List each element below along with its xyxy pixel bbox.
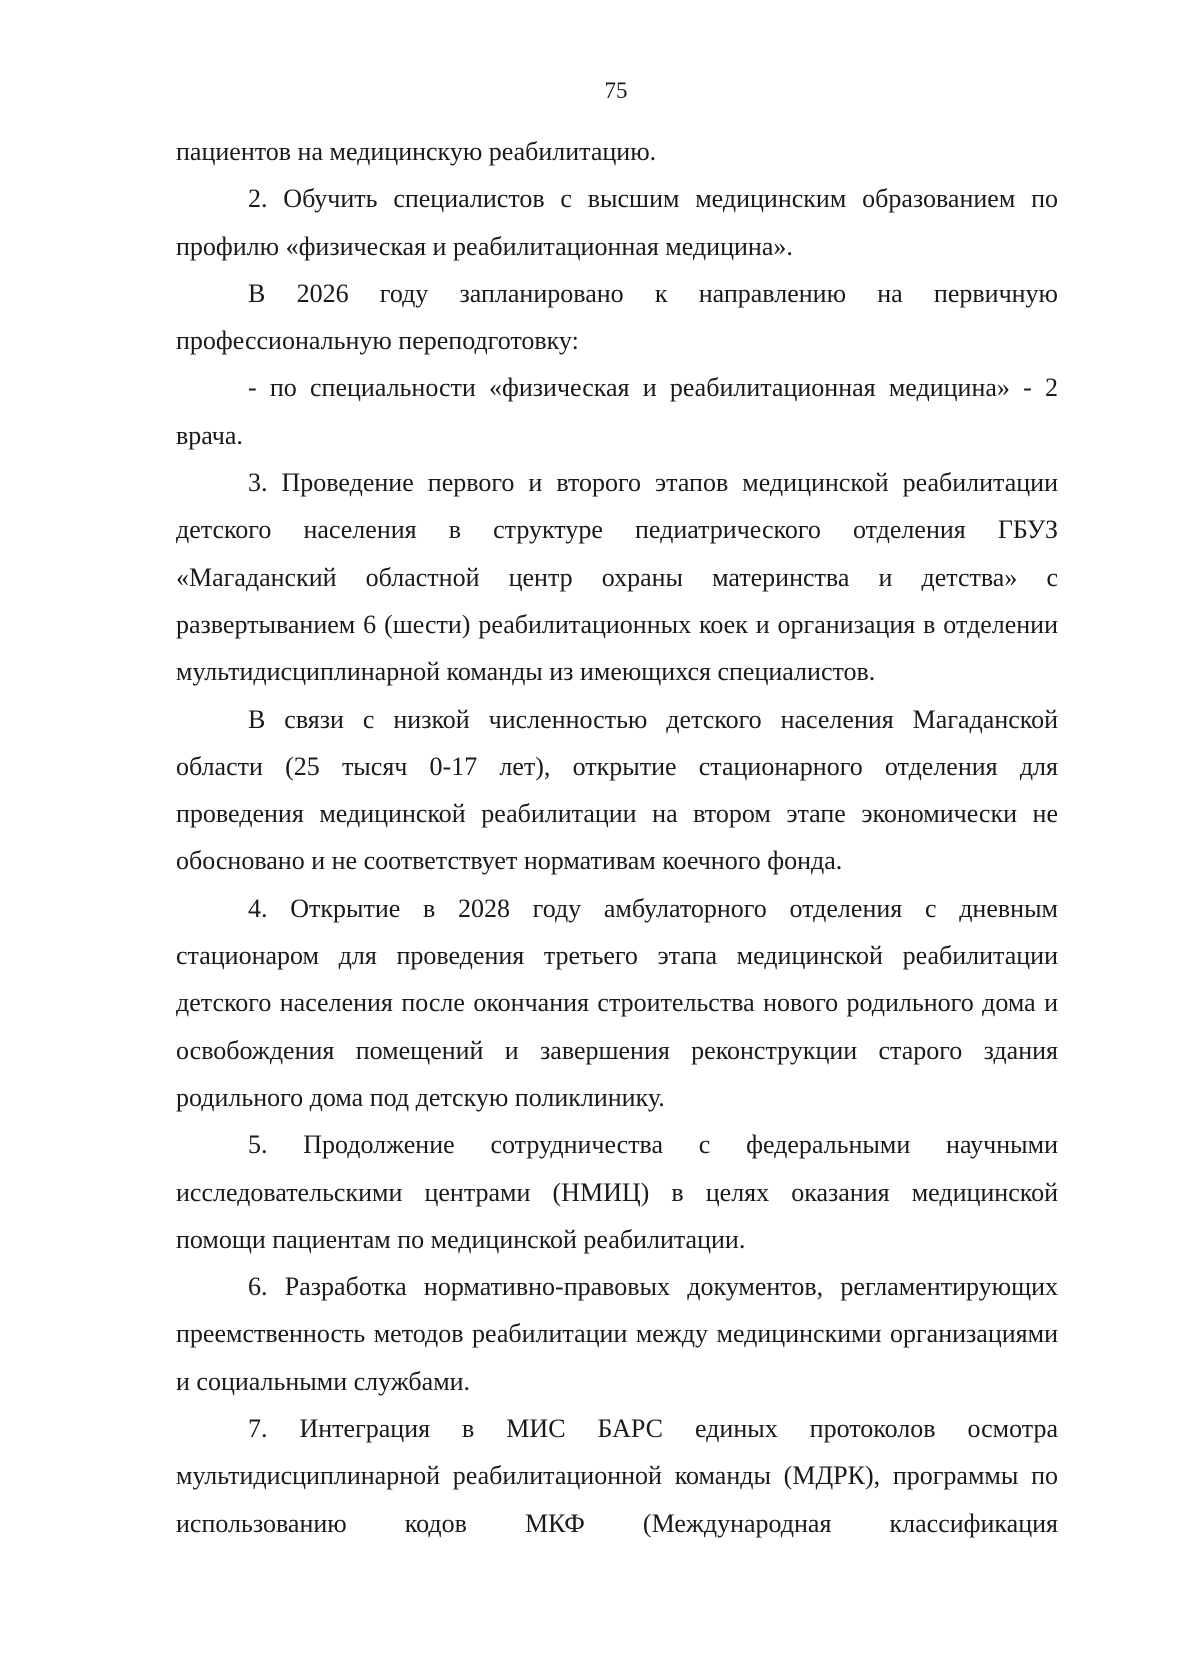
- paragraph-population-note: В связи с низкой численностью детского населения Магаданской области (25 тысяч 0-17 лет), открытие стационарного отделения для проведения медицинской реабилитации на втором этапе экономически не обосновано и не соответствует нормативам коечного фонда.: [176, 704, 1058, 876]
- page-number: 75: [604, 78, 628, 103]
- paragraph-retraining-2026: В 2026 году запланировано к направлению на первичную профессиональную переподготовку:: [176, 278, 1058, 356]
- paragraph-item-6: 6. Разработка нормативно-правовых документов, регламентирующих преемственность методов реабилитации между медицинскими организациями и социальными службами.: [176, 1272, 1058, 1396]
- paragraph-retraining-specialty: - по специальности «физическая и реабилитационная медицина» - 2 врача.: [176, 373, 1058, 450]
- paragraph-item-4: 4. Открытие в 2028 году амбулаторного отделения с дневным стационаром для проведения третьего этапа медицинской реабилитации детского населения после окончания строительства нового родильного дома и освобождения помещений и завершения реконструкции старого здания родильного дома под детскую поликлинику.: [176, 893, 1058, 1112]
- document-body: [176, 128, 1058, 1547]
- paragraph-continuation: пациентов на медицинскую реабилитацию.: [176, 137, 657, 166]
- paragraph-item-2: 2. Обучить специалистов с высшим медицинским образованием по профилю «физическая и реабилитационная медицина».: [176, 184, 1058, 261]
- paragraph-item-7: 7. Интеграция в МИС БАРС единых протоколов осмотра мультидисциплинарной реабилитационной команды (МДРК), программы по использованию кодов МКФ (Международная классификация: [176, 1414, 1058, 1538]
- paragraph-item-5: 5. Продолжение сотрудничества с федеральными научными исследовательскими центрами (НМИЦ) в целях оказания медицинской помощи пациентам по медицинской реабилитации.: [176, 1130, 1058, 1254]
- paragraph-item-3: 3. Проведение первого и второго этапов медицинской реабилитации детского населения в структуре педиатрического отделения ГБУЗ «Магаданский областной центр охраны материнства и детства» с развертыванием 6 (шести) реабилитационных коек и организация в отделении мультидисциплинарной команды из имеющихся специалистов.: [176, 468, 1058, 687]
